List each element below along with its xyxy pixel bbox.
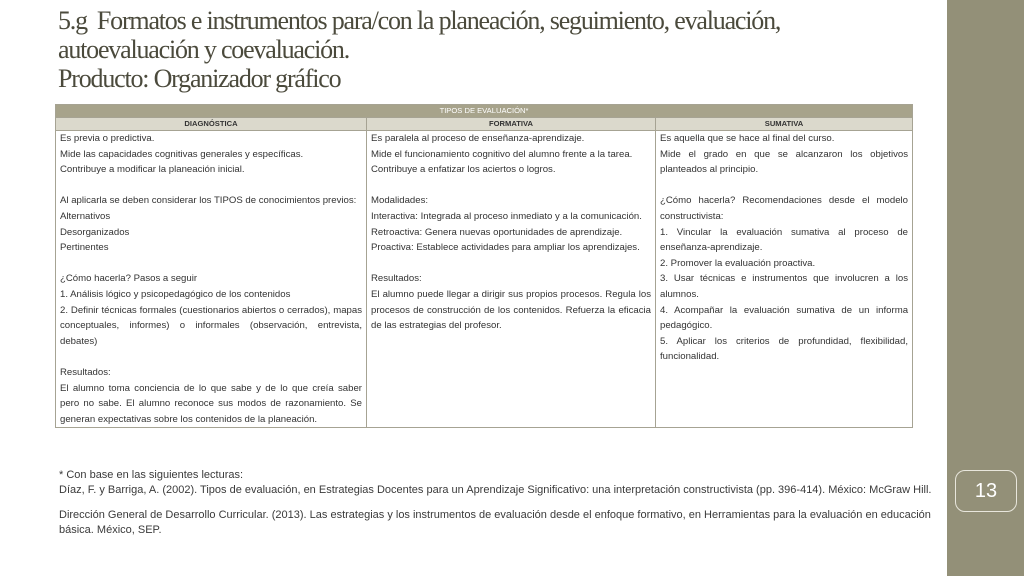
formativa-line: Modalidades: — [371, 195, 429, 207]
footnote-intro: * Con base en las siguientes lecturas: — [59, 469, 244, 481]
column-header-diagnostica: DIAGNÓSTICA — [56, 118, 367, 131]
diagnostica-line: Al aplicarla se deben considerar los TIPOS de conocimientos previos: — [60, 195, 357, 207]
diagnostica-line: Es previa o predictiva. — [60, 133, 155, 144]
title-line-1 — [58, 6, 938, 35]
formativa-line: Contribuye a enfatizar los aciertos o logros. — [371, 164, 556, 176]
spacer — [371, 178, 651, 194]
title-text-1: Formatos e instrumentos para/con la planeación, seguimiento, evaluación, — [96, 6, 781, 35]
sumativa-line: Mide el grado en que se alcanzaron los objetivos planteados al principio. — [660, 148, 909, 176]
column-diagnostica — [56, 131, 367, 428]
page-number: 13 — [974, 479, 998, 502]
spacer — [60, 178, 362, 194]
column-header-sumativa: SUMATIVA — [656, 118, 913, 131]
diagnostica-line: Desorganizados — [60, 226, 130, 238]
diagnostica-line: ¿Cómo hacerla? Pasos a seguir — [60, 273, 198, 285]
formativa-line: Interactiva: Integrada al proceso inmediato y a la comunicación. — [371, 210, 642, 222]
diagnostica-line: Mide las capacidades cognitivas generales y específicas. — [60, 148, 304, 160]
reference-2: Dirección General de Desarrollo Curricular. (2013). Las estrategias y los instrumentos de evaluación desde el enfoque formativo, en Herramientas para la evaluación en educación básica. México, SEP. — [59, 509, 931, 536]
spacer — [660, 178, 908, 194]
evaluation-types-table — [55, 104, 913, 428]
sumativa-line: 1. Vincular la evaluación sumativa al proceso de enseñanza-aprendizaje. — [660, 226, 909, 254]
spacer — [371, 256, 651, 272]
diagnostica-line: Resultados: — [60, 366, 111, 378]
formativa-line: Resultados: — [371, 273, 422, 285]
diagnostica-line: Contribuye a modificar la planeación inicial. — [60, 164, 245, 176]
title-line-2: autoevaluación y coevaluación. — [58, 35, 350, 64]
spacer — [60, 256, 362, 272]
diagnostica-line: El alumno toma conciencia de lo que sabe y de lo que creía saber pero no sabe. El alumno reconoce sus modos de razonamiento. Se generan expectativas sobre los contenidos de la planeación. — [60, 382, 362, 425]
sumativa-line: 3. Usar técnicas e instrumentos que involucren a los alumnos. — [660, 273, 909, 300]
title-line-3: Producto: Organizador gráfico — [58, 64, 341, 93]
table-header: TIPOS DE EVALUACIÓN* — [56, 105, 913, 118]
column-header-formativa: FORMATIVA — [367, 118, 656, 131]
diagnostica-line: 1. Análisis lógico y psicopedagógico de los contenidos — [60, 288, 291, 300]
diagnostica-line: Alternativos — [60, 210, 111, 222]
sumativa-line: ¿Cómo hacerla? Recomendaciones desde el modelo constructivista: — [660, 195, 909, 222]
formativa-line: El alumno puede llegar a dirigir sus propios procesos. Regula los procesos de construcción de los contenidos. Refuerza la eficacia de las estrategias del profesor. — [371, 288, 651, 332]
column-sumativa — [656, 131, 913, 428]
footnotes — [59, 468, 939, 537]
column-formativa — [367, 131, 656, 428]
reference-1: Díaz, F. y Barriga, A. (2002). Tipos de evaluación, en Estrategias Docentes para un Aprendizaje Significativo: una interpretación constructivista (pp. 396-414). México: McGraw Hill. — [59, 483, 932, 496]
sumativa-line: Es aquella que se hace al final del curso. — [660, 133, 835, 144]
formativa-line: Mide el funcionamiento cognitivo del alumno frente a la tarea. — [371, 148, 633, 160]
diagnostica-line: Pertinentes — [60, 242, 109, 254]
page-number-badge — [955, 470, 1017, 512]
formativa-line: Retroactiva: Genera nuevas oportunidades de aprendizaje. — [371, 226, 623, 238]
sumativa-line: 4. Acompañar la evaluación sumativa de un informa pedagógico. — [660, 304, 909, 332]
sumativa-line: 5. Aplicar los criterios de profundidad, flexibilidad, funcionalidad. — [660, 335, 909, 363]
formativa-line: Es paralela al proceso de enseñanza-aprendizaje. — [371, 133, 585, 144]
sumativa-line: 2. Promover la evaluación proactiva. — [660, 257, 816, 269]
formativa-line: Proactiva: Establece actividades para ampliar los aprendizajes. — [371, 242, 640, 254]
slide-title — [58, 6, 938, 93]
section-number: 5.g — [58, 6, 87, 35]
spacer — [60, 349, 362, 365]
diagnostica-line: 2. Definir técnicas formales (cuestionarios abiertos o cerrados), mapas conceptuales, informes) o informales (observación, entrevista, debates) — [60, 304, 362, 347]
